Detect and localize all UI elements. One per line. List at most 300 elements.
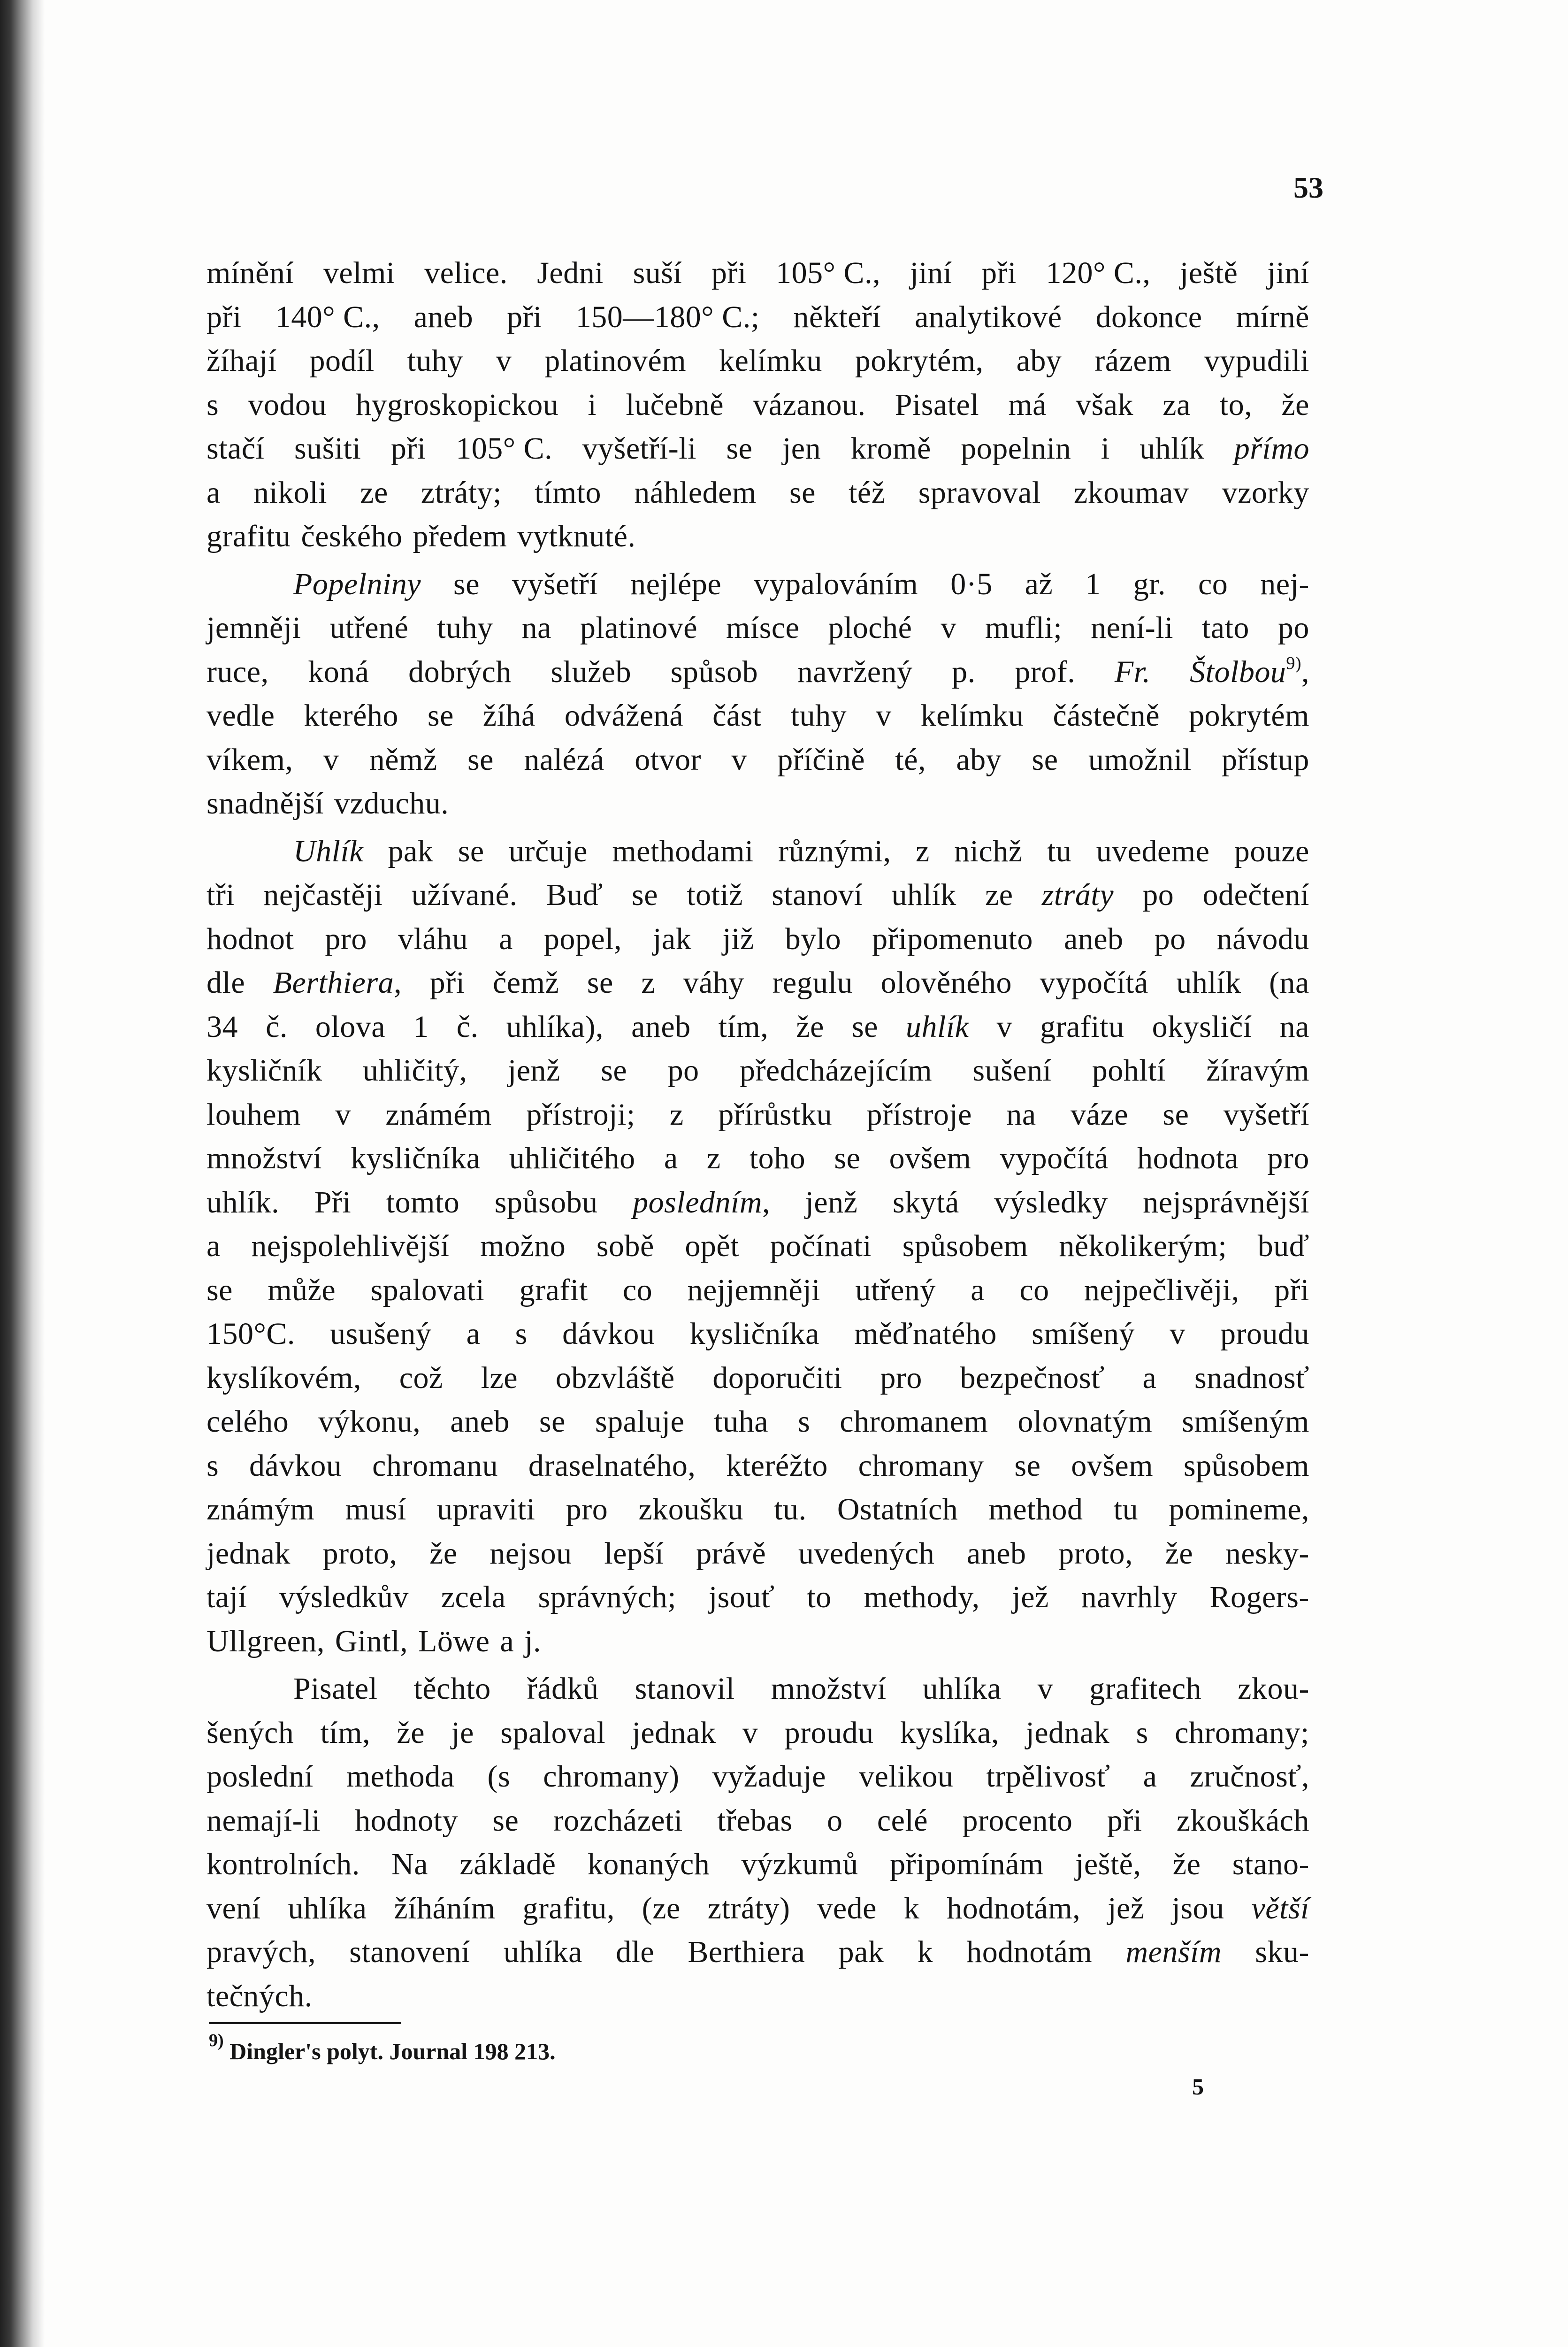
word: ztráty; [421, 475, 502, 510]
word: grafitu, [522, 1891, 615, 1925]
word: spaluje [595, 1404, 685, 1439]
word: procento [962, 1803, 1073, 1838]
word: nejspolehlivější [251, 1229, 450, 1263]
word: grafit [519, 1273, 588, 1307]
word: ještě [1179, 256, 1238, 290]
word: spravoval [918, 475, 1041, 510]
word: tato [1201, 611, 1249, 645]
word: suší [633, 256, 682, 290]
word: i [1101, 431, 1110, 466]
word: se [467, 742, 494, 777]
word: při [1274, 1273, 1309, 1307]
word: v [731, 742, 747, 777]
word: tečných. [207, 1979, 313, 2013]
word: již [722, 921, 754, 956]
word: stano- [1232, 1847, 1309, 1881]
word: kontrolních. [207, 1847, 360, 1881]
word: kysličníka [351, 1141, 481, 1175]
word: aneb [631, 1009, 691, 1044]
word: jenž [507, 1053, 560, 1088]
word: tuhy [437, 611, 493, 645]
word: při [429, 966, 465, 1000]
word: nejsprávnější [1143, 1185, 1309, 1220]
word: výsledkův [279, 1580, 409, 1614]
word: a [664, 1141, 678, 1175]
word: vázanou. [753, 387, 866, 422]
word: mísce [726, 611, 800, 645]
paragraph-gap [207, 826, 1309, 829]
word: vedle [207, 698, 275, 733]
word: Fr. [1114, 654, 1151, 689]
text-line [207, 295, 1309, 339]
word: pro [880, 1360, 922, 1395]
word: při [207, 299, 242, 334]
word: v [941, 611, 956, 645]
word: pro [1267, 1141, 1309, 1175]
word: co [622, 1273, 653, 1307]
word: není-li [1091, 611, 1173, 645]
word: nejlépe [630, 567, 722, 601]
word: a [207, 1229, 221, 1263]
word: v [335, 1097, 351, 1132]
word: se [1014, 1448, 1041, 1483]
word: že [796, 1009, 824, 1044]
word: 0·5 [950, 567, 993, 601]
word: při [711, 256, 747, 290]
word: Ostatních [837, 1492, 958, 1526]
word: to, [1219, 387, 1253, 422]
word: se [207, 1273, 233, 1307]
word: po [1277, 611, 1309, 645]
word: Uhlík [293, 834, 364, 868]
body-text [207, 251, 1309, 2018]
word: ze [360, 475, 388, 510]
word: skytá [892, 1185, 959, 1220]
word: v [496, 344, 512, 378]
word: tají [207, 1580, 247, 1614]
text-line [207, 1842, 1309, 1887]
word: snadnosť [1194, 1360, 1309, 1395]
word: užívané. [411, 878, 518, 912]
word: se [587, 966, 613, 1000]
word: pak [388, 834, 434, 868]
word: z [641, 966, 656, 1000]
word: popelnin [961, 431, 1071, 466]
word: nej- [1260, 567, 1309, 601]
word: výzkumů [741, 1847, 858, 1881]
paragraph [207, 1667, 1309, 2018]
text-line [207, 1224, 1309, 1268]
word: se [789, 475, 816, 510]
word: tři [207, 878, 235, 912]
word: jak [653, 921, 692, 956]
word: sušiti [294, 431, 361, 466]
word: dokonce [1095, 299, 1202, 334]
text-line [207, 383, 1309, 427]
word: v [1170, 1317, 1186, 1351]
word: nejčastěji [263, 878, 383, 912]
word: služeb [551, 654, 632, 689]
text-line [207, 1930, 1309, 1974]
word: celého [207, 1404, 289, 1439]
word: chromany) [543, 1759, 680, 1794]
word: grafitu [1040, 1009, 1124, 1044]
word: váze [1071, 1097, 1128, 1132]
word: že [1172, 1847, 1201, 1881]
word: Berthiera, [273, 966, 402, 1000]
text-line [207, 650, 1309, 694]
word: trpělivosť [986, 1759, 1110, 1794]
text-line [207, 514, 1309, 559]
word: správných; [538, 1580, 677, 1614]
word: method [988, 1492, 1083, 1526]
word: smíšený [1032, 1317, 1135, 1351]
word: pravých, [207, 1935, 316, 1969]
word: že [429, 1536, 458, 1571]
word: kterého [304, 698, 398, 733]
word: č. [456, 1009, 479, 1044]
word: s [515, 1317, 528, 1351]
word: vypalováním [754, 567, 918, 601]
word: kysličníka [689, 1317, 819, 1351]
word: bezpečnosť [960, 1360, 1105, 1395]
word: uvedených [798, 1536, 935, 1571]
word: Popelniny [293, 567, 421, 601]
text-line [207, 1711, 1309, 1755]
word: toho [749, 1141, 806, 1175]
word: jednak [207, 1536, 291, 1571]
word: uhlíka [922, 1672, 1002, 1706]
text-line [207, 961, 1309, 1005]
word: nesky- [1225, 1536, 1309, 1571]
word: tuha [714, 1404, 769, 1439]
word: mírně [1236, 299, 1309, 334]
word: vyšetří-li [582, 431, 696, 466]
word: 34 [207, 1009, 238, 1044]
paragraph [207, 251, 1309, 559]
word: uhlík. [207, 1185, 280, 1220]
word: pro [566, 1492, 608, 1526]
word: Rogers- [1209, 1580, 1309, 1614]
word: lepší [604, 1536, 664, 1571]
word: při [390, 431, 426, 466]
word: vení [207, 1891, 261, 1925]
word: dávkou [249, 1448, 342, 1483]
book-binding-shadow [0, 0, 45, 2347]
word: proudu [784, 1715, 874, 1750]
word: jiní [910, 256, 952, 290]
word: těchto [413, 1672, 491, 1706]
word: třebas [717, 1803, 793, 1838]
word: č. [266, 1009, 288, 1044]
word: mínění [207, 256, 294, 290]
word: buď [1257, 1229, 1309, 1263]
word: v [1037, 1672, 1054, 1706]
word: po [667, 1053, 699, 1088]
word: podíl [309, 344, 375, 378]
word: okysličí [1152, 1009, 1252, 1044]
word: ještě, [1075, 1847, 1141, 1881]
word: uhlík [1176, 966, 1241, 1000]
word: methody, [864, 1580, 980, 1614]
word: že [397, 1715, 425, 1750]
word: čemž [493, 966, 559, 1000]
word: uhlíka), [506, 1009, 604, 1044]
word: o [827, 1803, 843, 1838]
word: posledním, [633, 1185, 770, 1220]
word: co [1019, 1273, 1049, 1307]
word: olověného [880, 966, 1012, 1000]
paragraph-gap [207, 1663, 1309, 1667]
word: množství [771, 1672, 887, 1706]
word: k [903, 1891, 920, 1925]
word: methodami [612, 834, 754, 868]
text-line [207, 1667, 1309, 1711]
word: tímto [535, 475, 602, 510]
word: co [1198, 567, 1228, 601]
text-line [207, 562, 1309, 606]
text-line [207, 738, 1309, 782]
word: j. [524, 1624, 542, 1658]
word: konaných [587, 1847, 710, 1881]
word: bylo [785, 921, 841, 956]
word: žíháním [394, 1891, 496, 1925]
word: může [268, 1273, 336, 1307]
word: aneb [1063, 921, 1124, 956]
word: jemněji [207, 611, 301, 645]
word: a [1143, 1759, 1157, 1794]
word: pouze [1234, 834, 1309, 868]
word: Löwe [418, 1624, 490, 1658]
word: se [1032, 742, 1058, 777]
word: rozcházeti [553, 1803, 683, 1838]
word: ze [985, 878, 1013, 912]
word: proto, [1058, 1536, 1133, 1571]
word: vzduchu. [334, 786, 449, 821]
word: proudu [1220, 1317, 1309, 1351]
word: na [521, 611, 551, 645]
word: spaloval [500, 1715, 606, 1750]
word: pomineme, [1169, 1492, 1309, 1526]
text-line [207, 1136, 1309, 1181]
word: spalovati [370, 1273, 485, 1307]
word: lučebně [626, 387, 724, 422]
word: že [1165, 1536, 1193, 1571]
word: dle [207, 966, 245, 1000]
word: a [499, 921, 513, 956]
word: němž [369, 742, 437, 777]
footnote-text: Dingler's polyt. Journal 198 213. [229, 2038, 556, 2064]
word: až [1025, 567, 1053, 601]
word: právě [696, 1536, 766, 1571]
word: se [601, 1053, 627, 1088]
word: šených [207, 1715, 294, 1750]
word: 150°C. [207, 1317, 295, 1351]
word: přírůstku [718, 1097, 833, 1132]
word: spůsob [670, 654, 758, 689]
word: několikerým; [1059, 1229, 1227, 1263]
word: Štolbou$^{9)}$, [1190, 653, 1309, 689]
word: vytknuté. [517, 519, 636, 553]
word: aneb [413, 299, 474, 334]
word: vyšetří [512, 567, 598, 601]
word: i [588, 387, 597, 422]
footnote-marker: 9) [209, 2031, 224, 2050]
text-line [207, 1532, 1309, 1576]
word: Buď [546, 878, 603, 912]
word: utřený [855, 1273, 936, 1307]
word: částečně [1053, 698, 1160, 733]
word: jsouť [708, 1580, 775, 1614]
word: s [798, 1404, 811, 1439]
word: vypočítá [1000, 1141, 1109, 1175]
word: velice. [424, 256, 508, 290]
word: draselnatého, [528, 1448, 696, 1483]
word: stačí [207, 431, 265, 466]
text-line [207, 427, 1309, 471]
word: navržený [797, 654, 913, 689]
word: kelímku [920, 698, 1024, 733]
word: jež [1012, 1580, 1049, 1614]
word: množství [207, 1141, 322, 1175]
word: část [712, 698, 762, 733]
text-line [207, 1312, 1309, 1356]
paragraph [207, 562, 1309, 826]
word: tuhy [407, 344, 463, 378]
word: pak [838, 1935, 884, 1969]
word: k [917, 1935, 933, 1969]
word: odvážená [564, 698, 684, 733]
word: Na [391, 1847, 428, 1881]
word: 105° C., [776, 256, 881, 290]
text-line [207, 1005, 1309, 1049]
word: p. [952, 654, 976, 689]
word: ruce, [207, 654, 269, 689]
word: doporučiti [712, 1360, 842, 1395]
word: se [427, 698, 454, 733]
word: z [915, 834, 930, 868]
word: (s [487, 1759, 511, 1794]
word: olova [315, 1009, 386, 1044]
word: Pisatel [293, 1672, 378, 1706]
text-line [207, 1181, 1309, 1225]
word: po [1142, 878, 1174, 912]
word: aneb [966, 1536, 1026, 1571]
word: žíhá [482, 698, 535, 733]
word: po [1154, 921, 1186, 956]
word: aneb [450, 1404, 510, 1439]
word: Při [314, 1185, 352, 1220]
text-line [207, 1974, 1309, 2018]
text-line [207, 606, 1309, 650]
word: hodnota [1137, 1141, 1239, 1175]
word: a [1142, 1360, 1157, 1395]
text-line [207, 1619, 1309, 1664]
footnote [209, 2031, 556, 2068]
word: sušení [972, 1053, 1052, 1088]
word: počínati [770, 1229, 872, 1263]
word: spůsobem [902, 1229, 1028, 1263]
word: obzvláště [555, 1360, 675, 1395]
word: koná [308, 654, 369, 689]
word: aby [1016, 344, 1062, 378]
word: též [849, 475, 886, 510]
word: se [1163, 1097, 1189, 1132]
word: se [726, 431, 753, 466]
word: lze [481, 1360, 518, 1395]
word: žíhají [207, 344, 277, 378]
word: předcházejícím [739, 1053, 933, 1088]
text-line [207, 1887, 1309, 1931]
word: nejpečlivěji, [1084, 1273, 1239, 1307]
word: ovšem [889, 1141, 971, 1175]
word: stanovení [349, 1935, 470, 1969]
word: chromany [858, 1448, 984, 1483]
word: tu [1113, 1492, 1139, 1526]
word: se [851, 1009, 878, 1044]
word: prof. [1015, 654, 1076, 689]
word: jenž [805, 1185, 858, 1220]
word: nejsou [490, 1536, 572, 1571]
word: přístroji; [526, 1097, 635, 1132]
word: dobrých [408, 654, 512, 689]
word: jednak [632, 1715, 716, 1750]
word: že [1281, 387, 1309, 422]
word: upraviti [437, 1492, 535, 1526]
word: žíravým [1206, 1053, 1309, 1088]
word: chromany; [1175, 1715, 1309, 1750]
word: s [207, 387, 219, 422]
word: uhlík [1140, 431, 1205, 466]
word: váhy [683, 966, 744, 1000]
word: 105° C. [456, 431, 553, 466]
word: ovšem [1071, 1448, 1154, 1483]
text-line [207, 917, 1309, 961]
word: víkem, [207, 742, 293, 777]
word: předem [413, 519, 507, 553]
word: výsledky [994, 1185, 1108, 1220]
word: jiní [1267, 256, 1309, 290]
word: a [971, 1273, 985, 1307]
word: vyšetří [1223, 1097, 1309, 1132]
word: umožnil [1088, 742, 1192, 777]
word: základě [459, 1847, 556, 1881]
word: (na [1269, 966, 1309, 1000]
word: tomto [386, 1185, 460, 1220]
word: grafitech [1089, 1672, 1202, 1706]
word: kromě [850, 431, 931, 466]
word: musí [345, 1492, 406, 1526]
word: odečtení [1202, 878, 1309, 912]
word: ploché [828, 611, 912, 645]
word: měďnatého [854, 1317, 997, 1351]
word: se [834, 1141, 861, 1175]
word: v [742, 1715, 758, 1750]
word: vláhu [398, 921, 468, 956]
word: vyžaduje [712, 1759, 826, 1794]
word: hodnot [207, 921, 294, 956]
word: s [207, 1448, 219, 1483]
word: popel, [543, 921, 622, 956]
word: se [492, 1803, 519, 1838]
word: příčině [777, 742, 865, 777]
paragraph [207, 829, 1309, 1664]
word: Jedni [537, 256, 604, 290]
word: uhlíka [503, 1935, 582, 1969]
word: té, [895, 742, 926, 777]
word: analytikové [915, 299, 1062, 334]
word: tím, [718, 1009, 769, 1044]
